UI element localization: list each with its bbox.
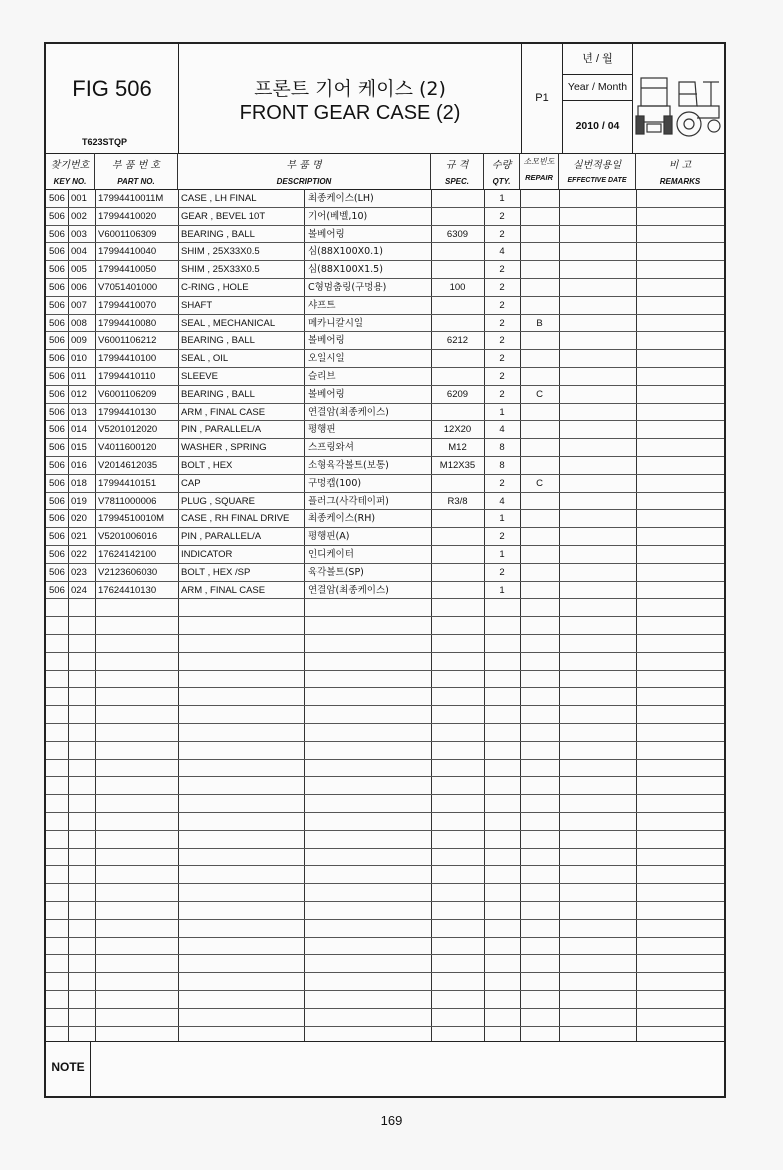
cell-key: 014 [71, 424, 87, 436]
cell-desc: BOLT , HEX [181, 460, 233, 471]
cell-part: V6001106309 [98, 228, 157, 240]
cell-repair [520, 208, 559, 226]
col-repair [520, 153, 559, 189]
cell-desc: BOLT , HEX /SP [181, 566, 251, 578]
cell-fig: 506 [49, 549, 65, 560]
cell-desc: CAP [181, 477, 201, 489]
cell-fig: 506 [49, 282, 65, 293]
cell-qty: 8 [499, 442, 505, 454]
cell-spec [431, 190, 484, 208]
cell-fig: 506 [49, 442, 65, 454]
cell-spec: 100 [449, 282, 466, 293]
cell-part: 17994410070 [98, 299, 157, 311]
cell-desc: INDICATOR [181, 549, 233, 560]
sheet-header [46, 44, 724, 154]
cell-desc: PIN , PARALLEL/A [181, 531, 262, 543]
cell-fig: 506 [49, 406, 65, 418]
row-divider [46, 723, 724, 724]
cell-key: 004 [71, 246, 87, 258]
year-month-ko: 년 / 월 [563, 44, 632, 75]
parts-sheet [44, 42, 726, 1098]
col-part [95, 153, 178, 189]
cell-desc-ko: 메카니칼시일 [308, 317, 364, 329]
cell-part: V5201012020 [98, 424, 158, 436]
cell-part: 17994410020 [98, 210, 157, 222]
cell-desc-ko: 최종케이스(RH) [308, 513, 376, 525]
cell-spec [431, 564, 484, 582]
cell-qty: 2 [499, 335, 505, 347]
row-divider [46, 1026, 724, 1027]
title-box [179, 44, 522, 153]
cell-fig: 506 [49, 335, 65, 347]
table-row [46, 404, 724, 422]
row-divider [46, 705, 724, 706]
col-repair-en: REPAIR [525, 173, 553, 182]
cell-key: 019 [71, 495, 87, 507]
cell-desc: C-RING , HOLE [181, 282, 249, 293]
cell-fig: 506 [49, 388, 65, 400]
cell-desc-ko: 샤프트 [308, 299, 336, 311]
cell-repair [520, 350, 559, 368]
cell-key: 006 [71, 282, 87, 293]
cell-desc-ko: 평행핀 [308, 424, 336, 436]
table-row [46, 582, 724, 600]
table-row [46, 546, 724, 564]
cell-desc: SHIM , 25X33X0.5 [181, 264, 260, 276]
row-divider [46, 776, 724, 777]
cell-spec [431, 297, 484, 315]
cell-part: V7051401000 [98, 282, 158, 293]
cell-fig: 506 [49, 371, 65, 382]
cell-desc-ko: 연결암(최종케이스) [308, 584, 389, 596]
cell-repair [520, 421, 559, 439]
cell-qty: 4 [499, 246, 505, 258]
cell-repair [520, 243, 559, 261]
cell-desc: BEARING , BALL [181, 228, 255, 240]
cell-key: 013 [71, 406, 87, 418]
cell-desc-ko: 심(88X100X0.1) [308, 246, 383, 258]
cell-repair: C [536, 388, 543, 400]
cell-spec: 6212 [446, 335, 469, 347]
col-qty-en: QTY. [492, 177, 511, 186]
table-row [46, 297, 724, 315]
note-area [46, 1041, 724, 1097]
cell-repair [520, 279, 559, 297]
table-row [46, 261, 724, 279]
cell-part: 17994410050 [98, 264, 157, 276]
cell-fig: 506 [49, 193, 65, 204]
col-key [46, 153, 95, 189]
cell-key: 002 [71, 210, 87, 222]
cell-key: 010 [71, 353, 87, 365]
cell-part: 17624410130 [98, 584, 157, 596]
col-spec-ko: 규 격 [445, 160, 469, 171]
cell-desc-ko: 심(88X100X1.5) [308, 264, 383, 276]
col-spec [431, 153, 484, 189]
table-row [46, 208, 724, 226]
row-divider [46, 919, 724, 920]
cell-fig: 506 [49, 584, 65, 596]
table-row [46, 386, 724, 404]
cell-desc-ko: C형멈춤링(구멍용) [308, 282, 387, 293]
page-box [522, 44, 563, 153]
cell-desc-ko: 인디케이터 [308, 549, 354, 560]
cell-repair [520, 582, 559, 600]
cell-key: 015 [71, 442, 87, 454]
col-qty-ko: 수량 [491, 160, 512, 171]
cell-part: 17994410130 [98, 406, 157, 418]
cell-part: 17994410011M [98, 193, 164, 204]
cell-repair: C [536, 477, 543, 489]
cell-qty: 2 [499, 317, 505, 329]
fig-box [46, 44, 179, 153]
table-row [46, 226, 724, 244]
cell-qty: 2 [499, 299, 505, 311]
cell-key: 007 [71, 299, 87, 311]
cell-spec [431, 546, 484, 564]
cell-qty: 2 [499, 228, 505, 240]
cell-desc: BEARING , BALL [181, 388, 255, 400]
cell-part: V2014612035 [98, 460, 158, 471]
cell-part: V5201006016 [98, 531, 158, 543]
cell-spec [431, 510, 484, 528]
cell-qty: 2 [499, 264, 505, 276]
cell-qty: 2 [499, 210, 505, 222]
cell-repair [520, 564, 559, 582]
cell-desc: SEAL , OIL [181, 353, 229, 365]
table-row [46, 421, 724, 439]
cell-spec [431, 208, 484, 226]
row-divider [46, 759, 724, 760]
cell-spec: 6209 [446, 388, 469, 400]
cell-desc-ko: 연결암(최종케이스) [308, 406, 389, 418]
table-row [46, 528, 724, 546]
cell-desc-ko: 플러그(사각테이퍼) [308, 495, 389, 507]
cell-fig: 506 [49, 299, 65, 311]
cell-key: 011 [71, 371, 87, 382]
parts-table [46, 189, 724, 1041]
cell-qty: 8 [499, 460, 505, 471]
cell-qty: 2 [499, 477, 505, 489]
date-box [563, 44, 633, 153]
year-month-en: Year / Month [563, 74, 632, 101]
cell-key: 012 [71, 388, 87, 400]
model-code: T623STQP [82, 137, 128, 147]
cell-repair [520, 457, 559, 475]
cell-repair [520, 226, 559, 244]
cell-spec [431, 582, 484, 600]
cell-repair [520, 510, 559, 528]
col-qty [484, 153, 520, 189]
cell-desc: ARM , FINAL CASE [181, 584, 266, 596]
cell-repair [520, 297, 559, 315]
col-effective [559, 153, 636, 189]
cell-qty: 2 [499, 282, 505, 293]
cell-desc: CASE , RH FINAL DRIVE [181, 513, 290, 525]
cell-spec: R3/8 [447, 495, 468, 507]
cell-desc-ko: 스프링와셔 [308, 442, 354, 454]
row-divider [46, 670, 724, 671]
table-row [46, 564, 724, 582]
table-row [46, 315, 724, 333]
table-row [46, 457, 724, 475]
cell-desc-ko: 구멍캡(100) [308, 477, 362, 489]
cell-part: V2123606030 [98, 566, 158, 578]
cell-spec [431, 350, 484, 368]
cell-qty: 4 [499, 495, 505, 507]
cell-desc: SLEEVE [181, 371, 218, 382]
cell-key: 008 [71, 317, 87, 329]
row-divider [46, 848, 724, 849]
cell-repair [520, 404, 559, 422]
table-row [46, 475, 724, 493]
cell-desc-ko: 기어(베벨,10) [308, 210, 368, 222]
cell-desc: SHIM , 25X33X0.5 [181, 246, 260, 258]
cell-key: 022 [71, 549, 87, 560]
cell-desc-ko: 볼베어링 [308, 388, 345, 400]
cell-desc: CASE , LH FINAL [181, 193, 257, 204]
cell-repair: B [536, 317, 543, 329]
cell-desc: SEAL , MECHANICAL [181, 317, 276, 329]
cell-qty: 1 [499, 406, 505, 418]
page-number: 169 [380, 1113, 403, 1128]
cell-part: 17994510010M [98, 513, 165, 525]
col-remarks-en: REMARKS [659, 177, 701, 186]
cell-fig: 506 [49, 460, 65, 471]
cell-spec [431, 528, 484, 546]
tractor-illustration [633, 44, 724, 153]
cell-qty: 2 [499, 371, 505, 382]
cell-qty: 1 [499, 584, 505, 596]
cell-part: V7811000006 [98, 495, 157, 507]
cell-key: 024 [71, 584, 87, 596]
issue-date: 2010 / 04 [575, 120, 620, 132]
cell-fig: 506 [49, 424, 65, 436]
row-divider [46, 883, 724, 884]
cell-key: 021 [71, 531, 87, 543]
column-header-row [46, 153, 724, 190]
cell-desc-ko: 오일시일 [308, 353, 345, 365]
cell-repair [520, 368, 559, 386]
cell-part: 17994410151 [98, 477, 157, 489]
cell-part: 17994410100 [98, 353, 157, 365]
cell-spec: 12X20 [443, 424, 472, 436]
col-repair-ko: 소모빈도 [523, 157, 555, 166]
row-divider [46, 687, 724, 688]
col-key-ko: 찾기번호 [50, 160, 90, 171]
cell-qty: 1 [499, 193, 505, 204]
cell-desc: WASHER , SPRING [181, 442, 267, 454]
cell-part: 17994410040 [98, 246, 157, 258]
cell-spec [431, 243, 484, 261]
cell-desc: ARM , FINAL CASE [181, 406, 266, 418]
table-row [46, 350, 724, 368]
col-desc-en: DESCRIPTION [276, 177, 332, 186]
row-divider [46, 794, 724, 795]
row-divider [46, 901, 724, 902]
col-remarks-ko: 비 고 [668, 160, 692, 171]
cell-desc-ko: 최종케이스(LH) [308, 193, 374, 204]
cell-fig: 506 [49, 513, 65, 525]
cell-repair [520, 528, 559, 546]
table-row [46, 279, 724, 297]
cell-part: V6001106209 [98, 388, 157, 400]
row-divider [46, 954, 724, 955]
cell-desc: PIN , PARALLEL/A [181, 424, 262, 436]
cell-key: 023 [71, 566, 87, 578]
table-row [46, 190, 724, 208]
fig-number: FIG 506 [72, 76, 152, 101]
cell-fig: 506 [49, 317, 65, 329]
col-desc [178, 153, 431, 189]
row-divider [46, 741, 724, 742]
cell-desc-ko: 볼베어링 [308, 228, 345, 240]
cell-repair [520, 493, 559, 511]
cell-fig: 506 [49, 228, 65, 240]
cell-key: 005 [71, 264, 87, 276]
cell-key: 018 [71, 477, 87, 489]
row-divider [46, 937, 724, 938]
note-label: NOTE [46, 1042, 91, 1097]
row-divider [46, 634, 724, 635]
cell-part: 17994410080 [98, 317, 157, 329]
col-desc-ko: 부 품 명 [286, 160, 322, 171]
col-effective-en: EFFECTIVE DATE [567, 177, 627, 184]
table-row [46, 439, 724, 457]
title-english: FRONT GEAR CASE (2) [239, 102, 461, 124]
cell-qty: 2 [499, 566, 505, 578]
cell-fig: 506 [49, 477, 65, 489]
table-row [46, 368, 724, 386]
cell-qty: 2 [499, 531, 505, 543]
cell-fig: 506 [49, 210, 65, 222]
row-divider [46, 812, 724, 813]
cell-qty: 1 [499, 549, 505, 560]
cell-part: 17624142100 [98, 549, 157, 560]
cell-spec [431, 315, 484, 333]
cell-repair [520, 261, 559, 279]
cell-desc-ko: 슬리브 [308, 371, 336, 382]
row-divider [46, 990, 724, 991]
row-divider [46, 865, 724, 866]
cell-part: V6001106212 [98, 335, 157, 347]
cell-key: 009 [71, 335, 87, 347]
cell-spec: 6309 [446, 228, 469, 240]
table-row [46, 510, 724, 528]
col-effective-ko: 실번적용일 [572, 160, 622, 171]
cell-fig: 506 [49, 264, 65, 276]
title-korean: 프론트 기어 케이스 (2) [254, 78, 446, 100]
cell-fig: 506 [49, 566, 65, 578]
cell-fig: 506 [49, 353, 65, 365]
cell-repair [520, 439, 559, 457]
cell-desc: PLUG , SQUARE [181, 495, 255, 507]
cell-qty: 1 [499, 513, 505, 525]
table-row [46, 332, 724, 350]
cell-qty: 2 [499, 388, 505, 400]
cell-part: V4011600120 [98, 442, 157, 454]
row-divider [46, 652, 724, 653]
cell-fig: 506 [49, 531, 65, 543]
cell-desc: GEAR , BEVEL 10T [181, 210, 266, 222]
table-row [46, 493, 724, 511]
cell-fig: 506 [49, 246, 65, 258]
cell-desc-ko: 평행핀(A) [308, 531, 350, 543]
cell-fig: 506 [49, 495, 65, 507]
col-remarks [636, 153, 724, 189]
cell-desc-ko: 소형육각볼트(보통) [308, 460, 389, 471]
cell-key: 016 [71, 460, 87, 471]
page-code: P1 [535, 92, 549, 104]
table-row [46, 243, 724, 261]
cell-repair [520, 332, 559, 350]
col-part-ko: 부 품 번 호 [111, 160, 161, 171]
cell-spec [431, 404, 484, 422]
cell-key: 020 [71, 513, 87, 525]
cell-spec [431, 261, 484, 279]
col-part-en: PART NO. [117, 177, 155, 186]
cell-desc: SHAFT [181, 299, 213, 311]
row-divider [46, 616, 724, 617]
row-divider [46, 972, 724, 973]
cell-desc-ko: 육각볼트(SP) [308, 566, 364, 578]
cell-spec: M12 [448, 442, 467, 454]
cell-repair [520, 546, 559, 564]
row-divider [46, 830, 724, 831]
cell-key: 003 [71, 228, 87, 240]
cell-part: 17994410110 [98, 371, 156, 382]
cell-qty: 2 [499, 353, 505, 365]
cell-spec [431, 368, 484, 386]
cell-spec: M12X35 [439, 460, 476, 471]
cell-key: 001 [71, 193, 87, 204]
cell-desc: BEARING , BALL [181, 335, 255, 347]
cell-repair [520, 190, 559, 208]
cell-spec [431, 475, 484, 493]
cell-desc-ko: 볼베어링 [308, 335, 345, 347]
col-key-en: KEY NO. [53, 177, 87, 186]
col-spec-en: SPEC. [444, 177, 469, 186]
row-divider [46, 1008, 724, 1009]
cell-qty: 4 [499, 424, 505, 436]
